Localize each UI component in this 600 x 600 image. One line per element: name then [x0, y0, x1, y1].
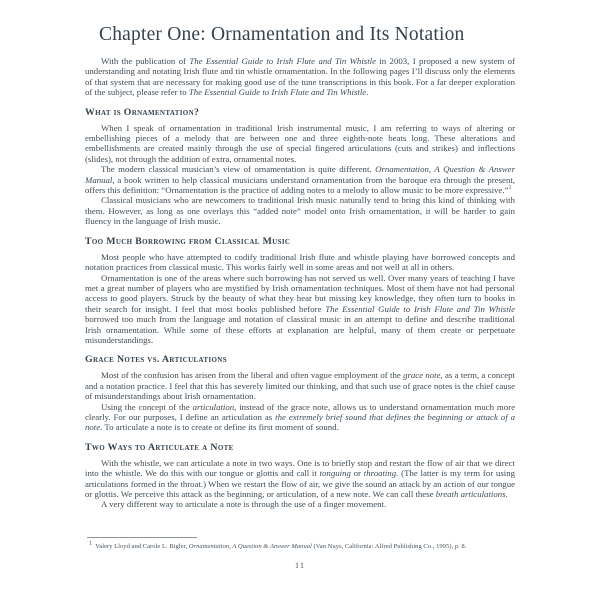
- italic-text: articulation: [192, 401, 235, 412]
- paragraph: [85, 123, 515, 165]
- paragraph: [85, 164, 515, 195]
- footnote: [85, 540, 515, 551]
- text-run: or: [350, 468, 364, 479]
- text-run: , instead of the grace note, allows us to understand ornamentation much more clearly. For our purposes, I define an articulation as: [85, 401, 515, 422]
- text-run: Valery Lloyd and Carole L. Bigler,: [92, 543, 189, 550]
- text-run: Most people who have attempted to codify traditional Irish flute and whistle playing have borrowed concepts and notation practices from classical music. This works fairly well in some areas and not well at all in others.: [85, 251, 515, 273]
- italic-text: The Essential Guide to Irish Flute and Tin Whistle: [188, 87, 367, 98]
- page-body: [85, 56, 515, 510]
- section-heading: What is Ornamentation?: [85, 106, 200, 118]
- paragraph: [85, 370, 515, 401]
- text-run: borrowed too much from the language and notation of classical music in an attempt to define and describe traditional Irish ornamentation. While some of these efforts at explanation are helpful, many of them create or perpetuate misunderstandings.: [85, 314, 515, 345]
- text-run: .: [505, 489, 508, 499]
- text-run: (Van Nuys, California: Alfred Publishing Co., 1995), p. 8.: [311, 543, 467, 550]
- italic-text: the extremely brief sound that defines the beginning or attack of a note: [85, 411, 515, 433]
- italic-text: tonguing: [319, 468, 351, 479]
- text-run: in 2003, I proposed a new system of understanding and notating Irish flute and tin whistle ornamentation. In the following pages I’ll discuss only the elements of that system that are necessary for making good use of the tune transcriptions in this book. For a far deeper exploration of the subject, please refer to: [85, 56, 516, 98]
- text-run: . To articulate a note is to create or define its first moment of sound.: [100, 422, 339, 433]
- section-heading: Too Much Borrowing from Classical Music: [85, 235, 291, 247]
- text-run: Most of the confusion has arisen from the liberal and often vague employment of the: [101, 370, 404, 381]
- chapter-title: Chapter One: Ornamentation and Its Notation: [99, 24, 465, 45]
- footnote-area: [85, 537, 515, 551]
- text-run: Ornamentation is one of the areas where such borrowing has not served us well. Over many years of teaching I have met a great number of players who are mystified by Irish ornamentation techniques. Most of them have not had personal access to good players. Struck by the beauty of what they hear but missing key knowledge, they often turn to books in their search for insight. I feel that most books published before: [85, 272, 515, 314]
- text-run: . (The latter is my term for using articulations formed in the throat.) When we restart the flow of air, we give the sound an attack by an action of our tongue or glottis. We perceive this attack as the beginning, or articulation, of a new note. We can call these: [85, 468, 515, 499]
- text-run: With the whistle, we can articulate a note in two ways. One is to briefly stop and restart the flow of air that we direct into the whistle. We do this with our tongue or glottis and call it: [85, 457, 515, 479]
- paragraph: [85, 56, 515, 98]
- text-run: .: [366, 87, 369, 98]
- text-run: Using the concept of the: [101, 401, 193, 412]
- italic-text: grace note: [403, 370, 441, 381]
- footnote-marker: 1: [89, 540, 92, 547]
- text-run: When I speak of ornamentation in traditional Irish instrumental music, I am referring to ways of altering or embellishing pieces of a melody that are between one and three eighth-note beats long. These alterations and embellishments are created mainly through the use of special fingered articulations (cuts and strikes) and inflections (slides), not through the addition of extra, ornamental notes.: [85, 122, 515, 164]
- italic-text: Ornamentation, A Question & Answer Manual: [85, 164, 516, 185]
- text-run: A very different way to articulate a note is through the use of a finger movement.: [101, 499, 387, 510]
- paragraph: [85, 499, 515, 509]
- page-content: [85, 24, 515, 510]
- paragraph: [85, 458, 515, 500]
- footnote-divider: [87, 537, 197, 538]
- italic-text: The Essential Guide to Irish Flute and Tin Whistle: [189, 56, 376, 66]
- italic-text: throating: [363, 468, 397, 479]
- paragraph: [85, 402, 515, 433]
- paragraph: [85, 252, 515, 273]
- page-number: 11: [294, 560, 306, 570]
- text-run: , as a term, a concept and a notation practice. I feel that this has severely limited our thinking, and that such use of grace notes is the chief cause of misunderstandings about Irish ornamentation.: [85, 370, 515, 402]
- section-heading: Grace Notes vs. Articulations: [85, 354, 227, 366]
- paragraph: [85, 195, 515, 226]
- text-run: , a book written to help classical musicians understand ornamentation from the baroque era through the present, offers this definition: “Ornamentation is the practice of adding notes to a melody to allow music to be more expressive.”: [85, 174, 515, 196]
- section-heading: Two Ways to Articulate a Note: [85, 441, 234, 453]
- text-run: Classical musicians who are newcomers to traditional Irish music naturally tend to bring this kind of thinking with them. However, as long as one overlays this “added note” model onto Irish ornamentation, it will be harder to gain fluency in the language of Irish music.: [85, 195, 515, 227]
- footnote-marker: 1: [508, 185, 512, 192]
- italic-text: breath articulations: [435, 489, 506, 499]
- paragraph: [85, 273, 515, 346]
- text-run: The modern classical musician’s view of ornamentation is quite different.: [101, 164, 376, 175]
- text-run: With the publication of: [101, 56, 190, 66]
- italic-text: The Essential Guide to Irish Flute and Tin Whistle: [325, 303, 515, 314]
- italic-text: Ornamentation, A Question & Answer Manual: [188, 543, 312, 550]
